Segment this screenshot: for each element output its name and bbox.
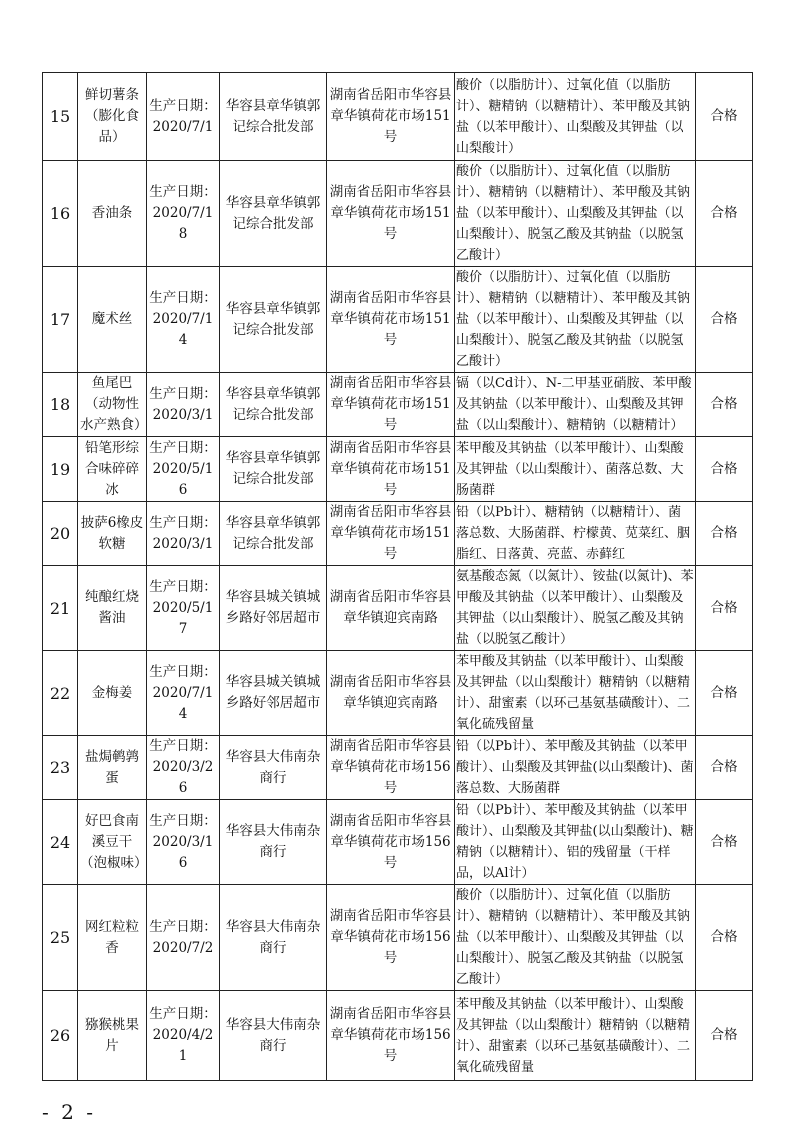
table-body (43, 73, 753, 1081)
vendor-cell (220, 566, 327, 651)
test-items: 苯甲酸及其钠盐（以苯甲酸计）、山梨酸及其钾盐（以山梨酸计）糖精钠（以糖精计）、甜蜜素（以环己基氨基磺酸计）、二氧化硫残留量 (456, 654, 691, 732)
row-number-cell (43, 800, 78, 885)
vendor-address: 湖南省岳阳市华容县章华镇迎宾南路 (329, 674, 452, 711)
row-number-cell (43, 73, 78, 161)
production-date-cell (147, 502, 220, 566)
product-name-cell (78, 566, 147, 651)
result-cell (696, 502, 753, 566)
vendor-name: 华容县大伟南杂商行 (225, 748, 321, 786)
vendor-cell (220, 991, 327, 1081)
product-name: 纯酿红烧酱油 (85, 589, 139, 626)
production-date: 2020/7/18 (152, 205, 214, 242)
row-number-cell (43, 885, 78, 991)
test-items-cell (455, 991, 696, 1081)
vendor-address: 湖南省岳阳市华容县章华镇荷花市场151号 (329, 504, 452, 562)
product-name-cell (78, 800, 147, 885)
row-number-cell (43, 437, 78, 502)
production-date: 2020/7/2 (152, 939, 214, 956)
address-cell (327, 651, 455, 736)
product-name: 香油条 (91, 205, 133, 221)
vendor-name: 华容县章华镇郭记综合批发部 (225, 385, 321, 423)
date-label: 生产日期： (149, 663, 217, 680)
product-name: 鲜切薯条（膨化食品） (85, 87, 139, 145)
product-name: 好巴食南溪豆干（泡椒味） (80, 812, 148, 871)
result-cell (696, 991, 753, 1081)
product-name: 魔术丝 (91, 311, 133, 327)
result: 合格 (710, 205, 738, 221)
vendor-address: 湖南省岳阳市华容县章华镇荷花市场151号 (329, 439, 452, 498)
result: 合格 (710, 525, 738, 541)
vendor-address: 湖南省岳阳市华容县章华镇荷花市场156号 (329, 812, 452, 871)
product-name-cell (78, 502, 147, 566)
vendor-name: 华容县大伟南杂商行 (225, 823, 321, 860)
vendor-cell (220, 267, 327, 373)
test-items-cell (455, 885, 696, 991)
vendor-cell (220, 437, 327, 502)
table-row (43, 267, 753, 373)
test-items-cell (455, 73, 696, 161)
row-number: 15 (49, 107, 71, 126)
row-number: 19 (49, 459, 71, 479)
test-items: 铅（以Pb计）、苯甲酸及其钠盐（以苯甲酸计）、山梨酸及其钾盐(以山梨酸计)、菌落总数、大肠菌群 (456, 739, 694, 796)
production-date-cell (147, 736, 220, 800)
test-items-cell (455, 437, 696, 502)
vendor-name: 华容县章华镇郭记综合批发部 (225, 514, 321, 552)
production-date-cell (147, 267, 220, 373)
address-cell (327, 373, 455, 437)
product-name-cell (78, 373, 147, 437)
test-items: 酸价（以脂肪计）、过氧化值（以脂肪计）、糖精钠（以糖精计）、苯甲酸及其钠盐（以苯甲酸计）、山梨酸及其钾盐（以山梨酸计） (456, 77, 691, 156)
vendor-address: 湖南省岳阳市华容县章华镇荷花市场156号 (329, 1006, 452, 1064)
vendor-name: 华容县章华镇郭记综合批发部 (225, 300, 321, 338)
test-items: 苯甲酸及其钠盐（以苯甲酸计）、山梨酸及其钾盐（以山梨酸计）糖精钠（以糖精计）、甜蜜素（以环己基氨基磺酸计）、二氧化硫残留量 (456, 996, 691, 1075)
table-row (43, 566, 753, 651)
vendor-cell (220, 373, 327, 437)
vendor-address: 湖南省岳阳市华容县章华镇荷花市场151号 (329, 290, 452, 348)
row-number: 24 (49, 832, 71, 852)
test-items: 酸价（以脂肪计）、过氧化值（以脂肪计）、糖精钠（以糖精计）、苯甲酸及其钠盐（以苯甲酸计）、山梨酸及其钾盐（以山梨酸计）、脱氢乙酸及其钠盐（以脱氢乙酸计） (456, 164, 691, 263)
vendor-name: 华容县城关镇城乡路好邻居超市 (225, 674, 321, 711)
result-cell (696, 373, 753, 437)
vendor-cell (220, 651, 327, 736)
table-row (43, 502, 753, 566)
table-row (43, 651, 753, 736)
vendor-cell (220, 885, 327, 991)
address-cell (327, 991, 455, 1081)
production-date: 2020/7/14 (152, 684, 214, 722)
result: 合格 (710, 684, 738, 701)
table-row (43, 437, 753, 502)
date-label: 生产日期： (149, 184, 217, 200)
vendor-address: 湖南省岳阳市华容县章华镇荷花市场151号 (329, 184, 452, 242)
address-cell (327, 736, 455, 800)
date-label: 生产日期： (149, 385, 217, 402)
production-date-cell (147, 566, 220, 651)
production-date-cell (147, 437, 220, 502)
date-label: 生产日期： (149, 439, 217, 456)
table-row (43, 373, 753, 437)
test-items: 镉（以Cd计）、N-二甲基亚硝胺、苯甲酸及其钠盐（以苯甲酸计）、山梨酸及其钾盐（以山梨酸计）、糖精钠（以糖精计） (456, 376, 692, 433)
product-name-cell (78, 267, 147, 373)
row-number-cell (43, 651, 78, 736)
production-date: 2020/7/1 (152, 118, 214, 135)
row-number-cell (43, 267, 78, 373)
test-items: 铅（以Pb计）、糖精钠（以糖精计）、菌落总数、大肠菌群、柠檬黄、苋菜红、胭脂红、日落黄、亮蓝、赤藓红 (456, 505, 691, 562)
production-date: 2020/3/26 (152, 759, 214, 796)
production-date: 2020/3/1 (152, 406, 214, 423)
row-number: 17 (49, 310, 71, 329)
vendor-address: 湖南省岳阳市华容县章华镇荷花市场151号 (329, 375, 452, 433)
row-number-cell (43, 991, 78, 1081)
table-row (43, 991, 753, 1081)
product-name-cell (78, 736, 147, 800)
production-date: 2020/3/16 (152, 833, 214, 871)
result-cell (696, 566, 753, 651)
address-cell (327, 566, 455, 651)
vendor-name: 华容县章华镇郭记综合批发部 (225, 97, 321, 135)
row-number: 18 (49, 395, 71, 414)
row-number: 16 (49, 204, 71, 223)
address-cell (327, 502, 455, 566)
result: 合格 (710, 599, 738, 616)
address-cell (327, 73, 455, 161)
result-cell (696, 267, 753, 373)
page-number: - 2 - (42, 1100, 96, 1124)
address-cell (327, 437, 455, 502)
result: 合格 (710, 929, 738, 945)
vendor-name: 华容县大伟南杂商行 (225, 1016, 321, 1054)
vendor-address: 湖南省岳阳市华容县章华镇荷花市场156号 (329, 738, 452, 796)
result-cell (696, 437, 753, 502)
table-row (43, 800, 753, 885)
result-cell (696, 736, 753, 800)
test-items-cell (455, 736, 696, 800)
date-label: 生产日期： (149, 290, 217, 306)
production-date: 2020/5/17 (152, 599, 214, 637)
production-date-cell (147, 161, 220, 267)
result: 合格 (710, 396, 738, 412)
product-name: 金梅姜 (91, 684, 133, 701)
result-cell (696, 885, 753, 991)
vendor-address: 湖南省岳阳市华容县章华镇荷花市场151号 (329, 87, 452, 145)
production-date: 2020/4/21 (152, 1027, 214, 1064)
production-date-cell (147, 73, 220, 161)
test-items-cell (455, 502, 696, 566)
vendor-cell (220, 800, 327, 885)
product-name-cell (78, 885, 147, 991)
row-number: 25 (49, 928, 71, 947)
vendor-name: 华容县章华镇郭记综合批发部 (225, 450, 321, 487)
product-name-cell (78, 161, 147, 267)
table-row (43, 73, 753, 161)
production-date-cell (147, 651, 220, 736)
row-number-cell (43, 502, 78, 566)
date-label: 生产日期： (149, 514, 217, 531)
date-label: 生产日期： (149, 918, 217, 935)
result: 合格 (710, 833, 738, 850)
row-number: 20 (49, 524, 71, 543)
test-items-cell (455, 800, 696, 885)
product-name: 网红粒粒香 (85, 918, 139, 956)
product-name-cell (78, 437, 147, 502)
result-cell (696, 73, 753, 161)
address-cell (327, 885, 455, 991)
result-cell (696, 161, 753, 267)
product-name: 猕猴桃果片 (85, 1016, 139, 1054)
test-items: 氨基酸态氮（以氮计）、铵盐(以氮计)、苯甲酸及其钠盐（以苯甲酸计）、山梨酸及其钾盐（以山梨酸计）、脱氢乙酸及其钠盐（以脱氢乙酸计） (456, 569, 694, 647)
test-items-cell (455, 267, 696, 373)
product-name: 铅笔形综合味碎碎冰 (85, 439, 139, 498)
row-number-cell (43, 161, 78, 267)
table-row (43, 736, 753, 800)
table-row (43, 161, 753, 267)
address-cell (327, 800, 455, 885)
production-date: 2020/7/14 (152, 311, 214, 348)
product-name-cell (78, 73, 147, 161)
result-cell (696, 800, 753, 885)
vendor-cell (220, 502, 327, 566)
production-date: 2020/5/16 (152, 460, 214, 498)
address-cell (327, 161, 455, 267)
result: 合格 (710, 311, 738, 327)
production-date-cell (147, 885, 220, 991)
result: 合格 (710, 460, 738, 477)
result: 合格 (710, 759, 738, 775)
test-items-cell (455, 566, 696, 651)
date-label: 生产日期： (149, 97, 217, 114)
production-date-cell (147, 800, 220, 885)
vendor-cell (220, 73, 327, 161)
address-cell (327, 267, 455, 373)
production-date: 2020/3/1 (152, 535, 214, 552)
product-name: 盐焗鹌鹑蛋 (85, 748, 139, 786)
row-number: 23 (49, 758, 71, 777)
product-name: 鱼尾巴（动物性水产熟食） (80, 375, 148, 433)
row-number: 26 (49, 1026, 71, 1045)
row-number: 22 (49, 683, 71, 703)
vendor-name: 华容县章华镇郭记综合批发部 (225, 194, 321, 232)
date-label: 生产日期： (149, 578, 217, 595)
test-items: 酸价（以脂肪计）、过氧化值（以脂肪计）、糖精钠（以糖精计）、苯甲酸及其钠盐（以苯甲酸计）、山梨酸及其钾盐（以山梨酸计）、脱氢乙酸及其钠盐（以脱氢乙酸计） (456, 270, 691, 369)
row-number-cell (43, 736, 78, 800)
row-number-cell (43, 566, 78, 651)
vendor-name: 华容县城关镇城乡路好邻居超市 (225, 589, 321, 626)
row-number: 21 (49, 598, 71, 618)
product-name-cell (78, 651, 147, 736)
product-name: 披萨6橡皮软糖 (80, 514, 144, 552)
test-items: 酸价（以脂肪计）、过氧化值（以脂肪计）、糖精钠（以糖精计）、苯甲酸及其钠盐（以苯甲酸计）、山梨酸及其钾盐（以山梨酸计）、脱氢乙酸及其钠盐（以脱氢乙酸计） (456, 888, 691, 987)
inspection-results-table (42, 72, 753, 1081)
test-items: 铅（以Pb计）、苯甲酸及其钠盐（以苯甲酸计）、山梨酸及其钾盐(以山梨酸计)、糖精钠（以糖精计）、铝的残留量（干样品，以Al计） (456, 803, 694, 881)
table-row (43, 885, 753, 991)
date-label: 生产日期： (149, 738, 217, 754)
row-number-cell (43, 373, 78, 437)
result-cell (696, 651, 753, 736)
product-name-cell (78, 991, 147, 1081)
result: 合格 (710, 108, 738, 124)
vendor-name: 华容县大伟南杂商行 (225, 918, 321, 956)
vendor-cell (220, 736, 327, 800)
vendor-address: 湖南省岳阳市华容县章华镇荷花市场156号 (329, 908, 452, 966)
test-items-cell (455, 373, 696, 437)
test-items-cell (455, 161, 696, 267)
test-items-cell (455, 651, 696, 736)
result: 合格 (710, 1027, 738, 1043)
date-label: 生产日期： (149, 1006, 217, 1022)
vendor-address: 湖南省岳阳市华容县章华镇迎宾南路 (329, 589, 452, 626)
date-label: 生产日期： (149, 812, 217, 829)
production-date-cell (147, 373, 220, 437)
vendor-cell (220, 161, 327, 267)
test-items: 苯甲酸及其钠盐（以苯甲酸计）、山梨酸及其钾盐（以山梨酸计）、菌落总数、大肠菌群 (456, 440, 684, 498)
production-date-cell (147, 991, 220, 1081)
